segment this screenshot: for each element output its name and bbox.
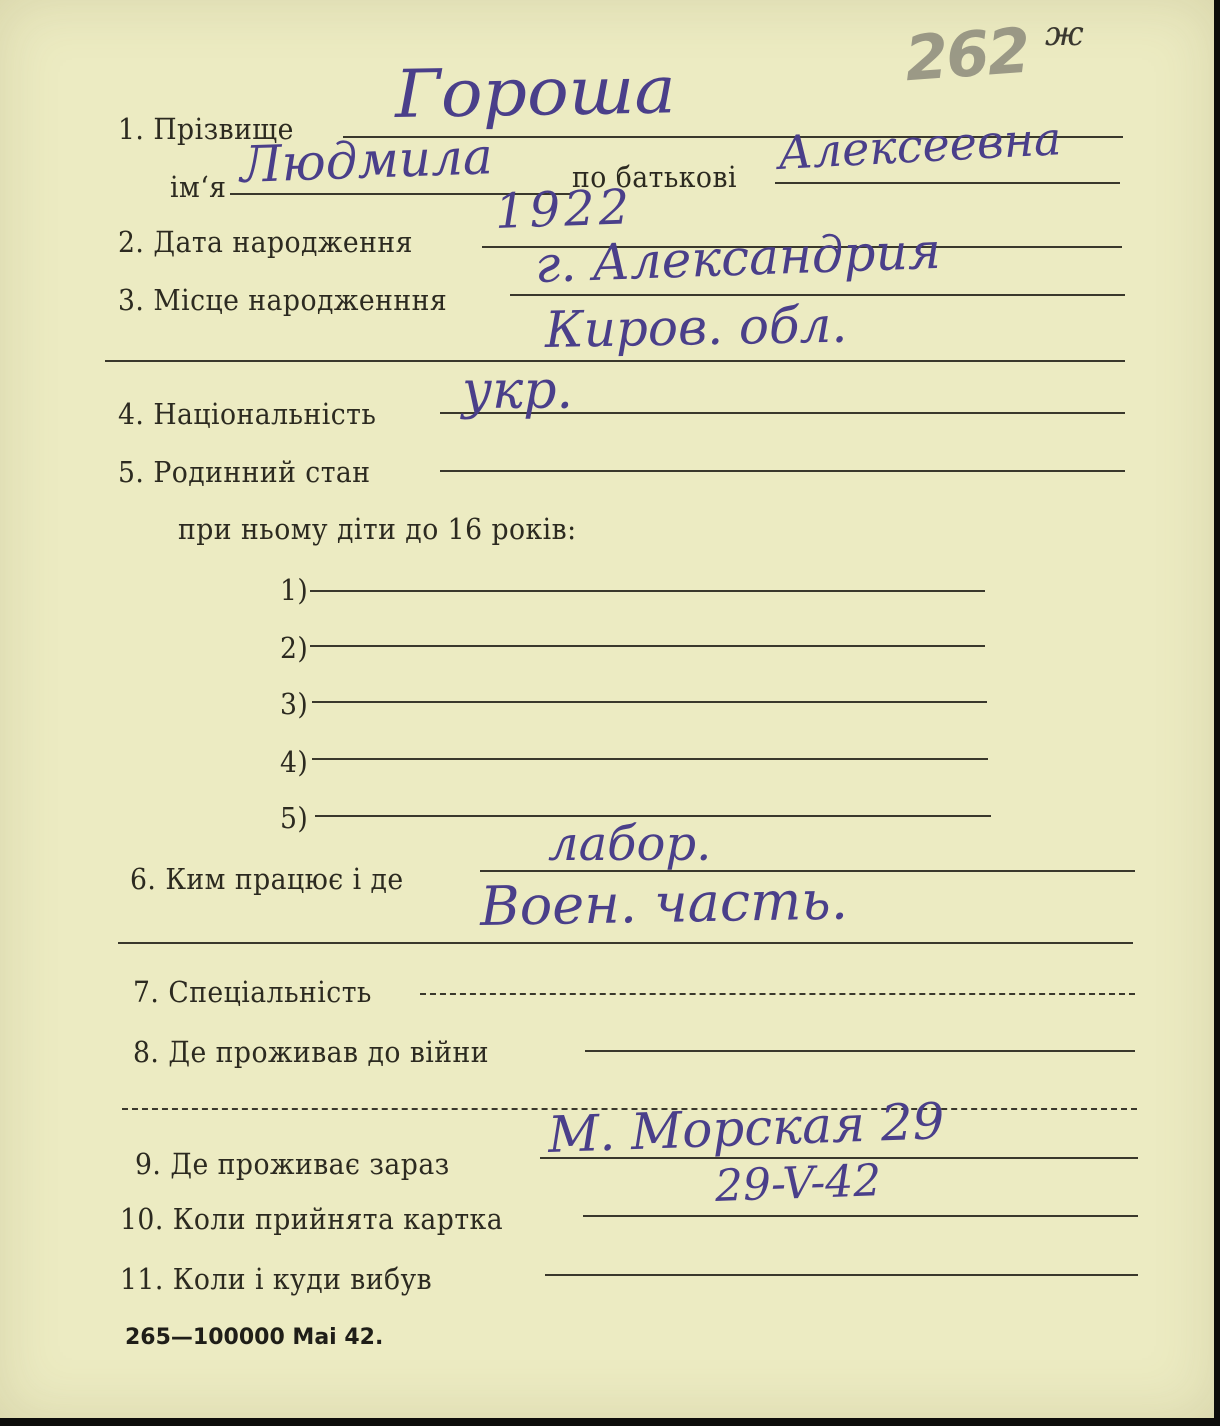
print-code: 265—100000 Mai 42. [125,1325,384,1350]
work-value-1: лабор. [548,816,712,872]
firstname-value: Людмила [238,127,494,194]
patronymic-line [775,182,1120,184]
work-line-2 [118,942,1133,944]
child-4-label: 4) [280,745,309,779]
surname-label: 1. Прізвище [118,112,294,146]
birthdate-label: 2. Дата народження [118,225,413,259]
prewar-residence-label: 8. Де проживав до війни [133,1035,490,1069]
current-residence-value: М. Морская 29 [546,1092,946,1164]
child-1-label: 1) [280,573,309,607]
surname-value: Гороша [394,51,677,133]
birthplace-line-2 [105,360,1125,362]
specialty-label: 7. Спеціальність [133,975,372,1009]
departed-line [545,1274,1138,1276]
card-date-line [583,1215,1138,1217]
child-4-line [312,758,988,760]
birthdate-value: 1922 [494,179,635,240]
firstname-label: ім‘я [170,170,227,204]
family-status-line [440,470,1125,472]
child-5-label: 5) [280,801,309,835]
birthplace-value-2: Киров. обл. [544,295,848,359]
work-value-2: Воен. часть. [479,868,849,938]
archive-number-stamp: 262 [902,13,1031,96]
children-label: при ньому діти до 16 років: [178,512,577,546]
patronymic-value: Алексеевна [776,111,1063,180]
child-3-label: 3) [280,687,309,721]
child-2-line [310,645,985,647]
specialty-line [420,993,1135,995]
current-residence-label: 9. Де проживає зараз [135,1147,450,1181]
birthplace-label: 3. Місце народженння [118,283,448,317]
work-label: 6. Ким працює і де [130,862,404,896]
child-1-line [310,590,985,592]
child-2-label: 2) [280,631,309,665]
nationality-label: 4. Національність [118,397,377,431]
card-date-label: 10. Коли прийнята картка [120,1202,504,1236]
card-date-value: 29-V-42 [714,1155,883,1212]
birthplace-value-1: г. Александрия [533,221,942,294]
departed-label: 11. Коли і куди вибув [120,1262,433,1296]
child-3-line [312,701,987,703]
nationality-value: укр. [462,361,574,421]
archive-letter-mark: ж [1045,14,1084,54]
family-status-label: 5. Родинний стан [118,455,371,489]
patronymic-label: по батькові [572,160,737,194]
prewar-residence-line-1 [585,1050,1135,1052]
